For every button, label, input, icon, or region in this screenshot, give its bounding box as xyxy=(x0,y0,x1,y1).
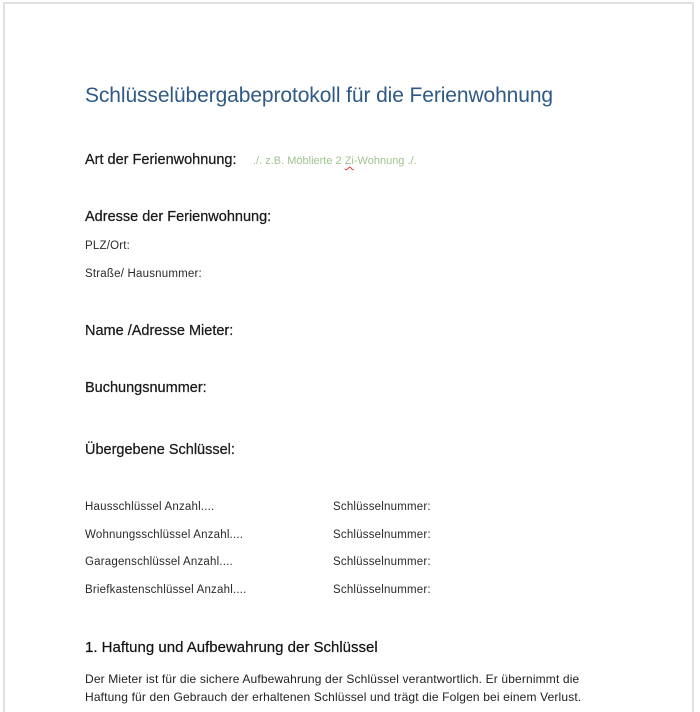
key-row-type: Briefkastenschlüssel Anzahl.... xyxy=(85,584,247,596)
placeholder-prefix: ./. z.B. Möblierte 2 xyxy=(253,155,345,167)
key-row-number-label: Schlüsselnummer: xyxy=(333,501,431,513)
key-row-number-label: Schlüsselnummer: xyxy=(333,556,431,568)
key-row-type: Garagenschlüssel Anzahl.... xyxy=(85,556,233,568)
key-row-number-label: Schlüsselnummer: xyxy=(333,584,431,596)
zip-city-label: PLZ/Ort: xyxy=(85,240,131,252)
apartment-type-label: Art der Ferienwohnung: xyxy=(85,152,237,168)
keys-label: Übergebene Schlüssel: xyxy=(85,442,235,458)
tenant-label: Name /Adresse Mieter: xyxy=(85,323,234,339)
booking-number-label: Buchungsnummer: xyxy=(85,380,207,396)
document-title: Schlüsselübergabeprotokoll für die Ferienwohnung xyxy=(85,84,553,107)
key-row-type: Wohnungsschlüssel Anzahl.... xyxy=(85,529,244,541)
key-row-type: Hausschlüssel Anzahl.... xyxy=(85,501,215,513)
section-1-paragraph-line: Haftung für den Gebrauch der erhaltenen Schlüssel und trägt die Folgen bei einem Verlust. xyxy=(85,690,582,704)
placeholder-suffix: -Wohnung ./. xyxy=(353,155,417,167)
section-1-heading: 1. Haftung und Aufbewahrung der Schlüssel xyxy=(85,639,378,656)
key-row-number-label: Schlüsselnummer: xyxy=(333,529,431,541)
document-page xyxy=(3,2,694,712)
address-label: Adresse der Ferienwohnung: xyxy=(85,209,272,225)
spellcheck-flagged-word[interactable]: Zi xyxy=(344,155,354,167)
apartment-type-placeholder[interactable] xyxy=(253,155,417,167)
section-1-paragraph-line: Der Mieter ist für die sichere Aufbewahrung der Schlüssel verantwortlich. Er übernimmt die xyxy=(85,672,580,686)
street-label: Straße/ Hausnummer: xyxy=(85,268,202,280)
